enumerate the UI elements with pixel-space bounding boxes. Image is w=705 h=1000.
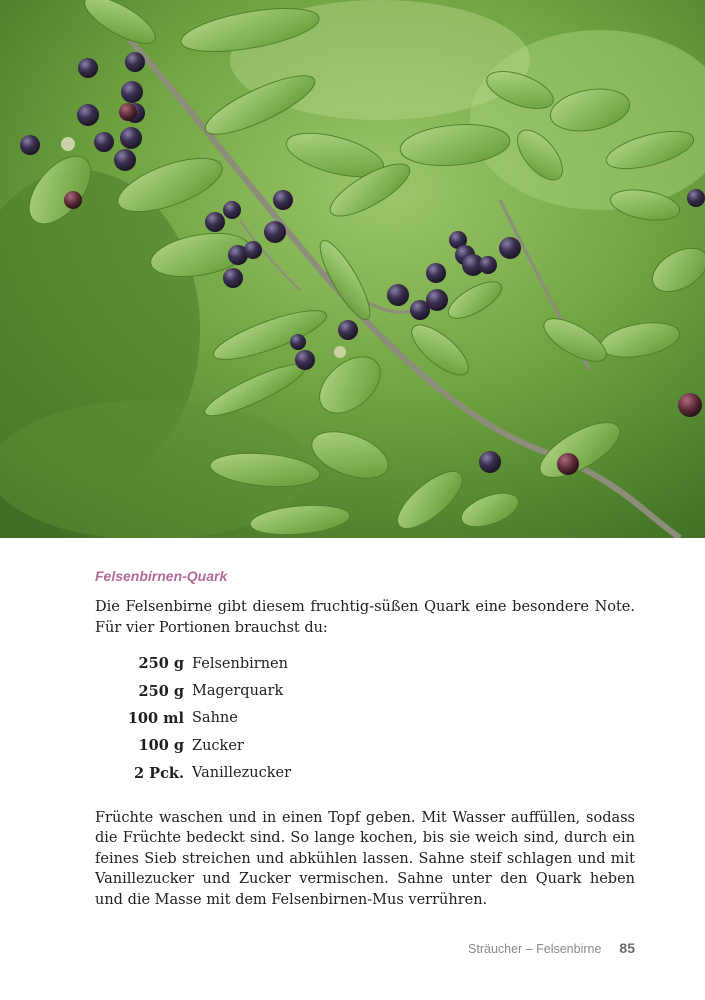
recipe-intro: Die Felsenbirne gibt diesem fruchtig-süßen Quark eine besondere Note. Für vier Portionen brauchst du:	[95, 599, 635, 636]
ingredient-name: Vanillezucker	[192, 765, 292, 782]
ingredient-name: Felsenbirnen	[192, 655, 288, 672]
ingredient-row	[95, 760, 495, 787]
page-number: 85	[619, 940, 635, 956]
ingredient-quantity: 100 g	[138, 737, 184, 755]
section-label: Sträucher – Felsenbirne	[468, 942, 602, 956]
recipe-method	[95, 808, 635, 910]
ingredient-list	[95, 650, 495, 787]
ingredient-name: Sahne	[192, 710, 238, 727]
ingredient-row	[95, 677, 495, 704]
page-footer	[468, 940, 635, 956]
ingredient-row	[95, 650, 495, 677]
method-text: Früchte waschen und in einen Topf geben. Mit Wasser auffüllen, sodass die Früchte bedeckt sind. So lange kochen, bis sie weich sind, durch ein feines Sieb streichen und abkühlen lassen. Sahne steif schlagen und mit Vanillezucker und Zucker vermischen. Sahne unter den Quark heben und die Masse mit dem Felsenbirnen-Mus verrühren.	[95, 810, 635, 908]
ingredient-quantity: 100 ml	[127, 709, 184, 727]
ingredient-quantity: 250 g	[138, 682, 184, 700]
ingredient-name: Magerquark	[192, 683, 284, 700]
ingredient-row	[95, 732, 495, 759]
ingredient-quantity: 2 Pck.	[134, 764, 184, 782]
recipe-title: Felsenbirnen-Quark	[95, 568, 228, 584]
ingredient-quantity: 250 g	[138, 655, 184, 673]
ingredient-name: Zucker	[192, 737, 244, 754]
ingredient-row	[95, 705, 495, 732]
